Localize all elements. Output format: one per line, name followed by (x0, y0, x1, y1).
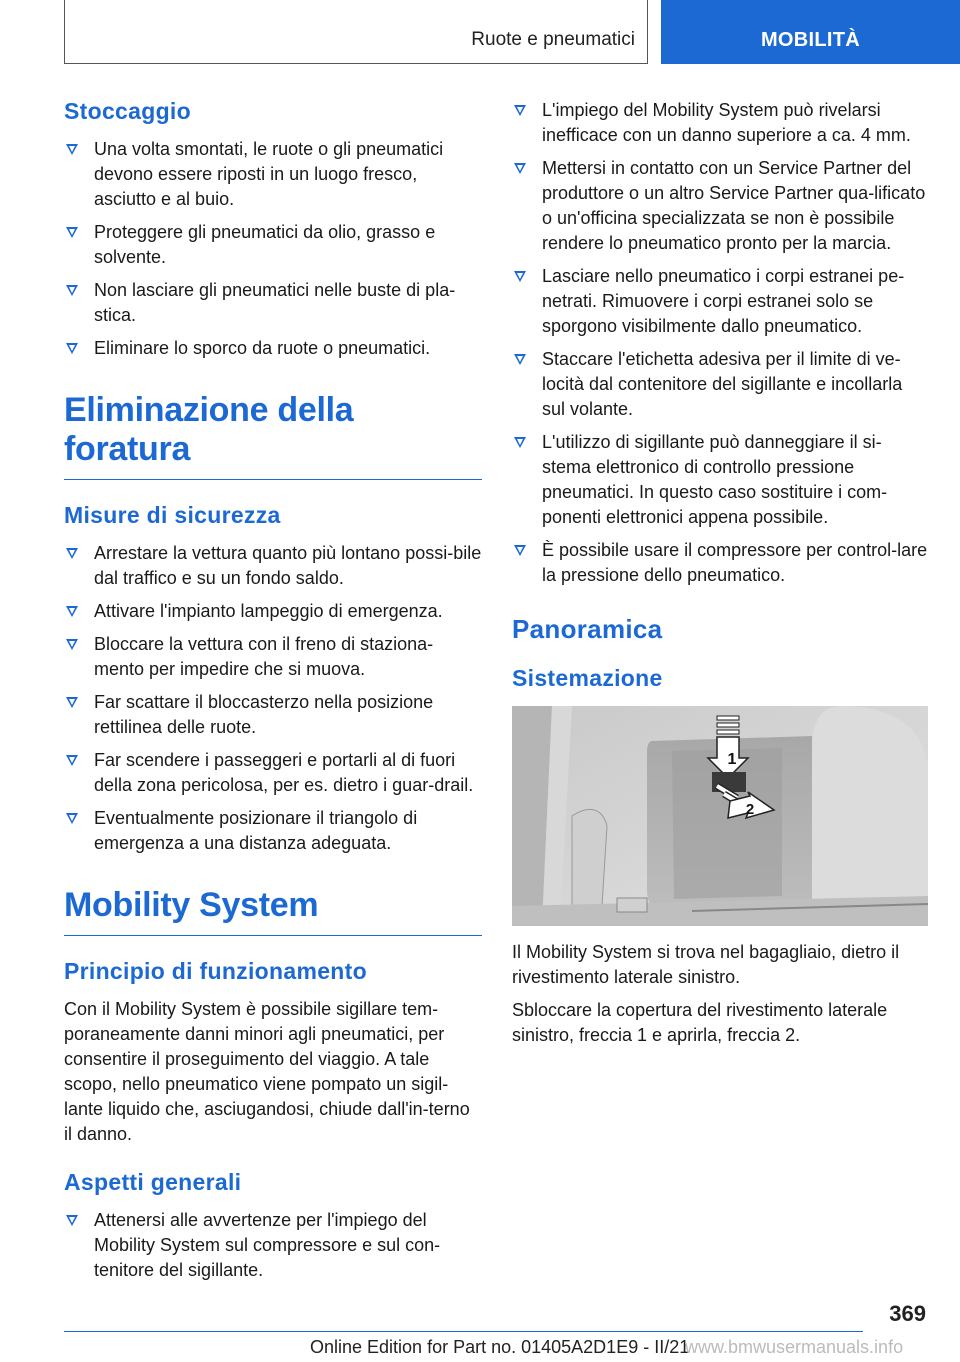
triangle-bullet-icon (66, 285, 78, 296)
svg-text:1: 1 (727, 751, 737, 768)
list-item: Attenersi alle avvertenze per l'impiego del Mobility System sul compressore e sul con-tenitore del sigillante. (64, 1208, 482, 1283)
triangle-bullet-icon (66, 755, 78, 766)
list-item: Proteggere gli pneumatici da olio, grasso e solvente. (64, 220, 482, 270)
running-header-box (64, 0, 648, 64)
list-item: Eliminare lo sporco da ruote o pneumatici. (64, 336, 482, 361)
triangle-bullet-icon (514, 105, 526, 116)
list-stoccaggio (64, 137, 482, 361)
triangle-bullet-icon (66, 813, 78, 824)
list-item: Mettersi in contatto con un Service Partner del produttore o un altro Service Partner qua-lificato o un'officina specializzata se non è possibile rendere lo pneumatico pronto per la marcia. (512, 156, 928, 256)
list-mobility-notes (512, 98, 928, 588)
chapter-title: Ruote e pneumatici (471, 29, 635, 50)
footer-watermark: www.bmwusermanuals.info (685, 1337, 904, 1357)
list-item: L'utilizzo di sigillante può danneggiare il si-stema elettronico di controllo pressione pneumatici. In questo caso sostituire i com-ponenti elettronici appena possibile. (512, 430, 928, 530)
list-item: Far scattare il bloccasterzo nella posizione rettilinea delle ruote. (64, 690, 482, 740)
triangle-bullet-icon (66, 548, 78, 559)
triangle-bullet-icon (514, 545, 526, 556)
heading-eliminazione: Eliminazione della foratura (64, 391, 482, 480)
heading-aspetti: Aspetti generali (64, 1169, 242, 1195)
footer-edition: Online Edition for Part no. 01405A2D1E9 - II/21 (310, 1337, 690, 1357)
list-item: È possibile usare il compressore per control-lare la pressione dello pneumatico. (512, 538, 928, 588)
list-item: Far scendere i passeggeri e portarli al di fuori della zona pericolosa, per es. dietro i guar-drail. (64, 748, 482, 798)
list-item: Arrestare la vettura quanto più lontano possi-bile dal traffico e su un fondo saldo. (64, 541, 482, 591)
triangle-bullet-icon (66, 144, 78, 155)
list-item: Non lasciare gli pneumatici nelle buste di pla-stica. (64, 278, 482, 328)
page-number: 369 (889, 1301, 926, 1326)
list-aspetti (64, 1208, 482, 1283)
list-item: Attivare l'impianto lampeggio di emergenza. (64, 599, 482, 624)
paragraph-principio: Con il Mobility System è possibile sigillare tem-poraneamente danni minori agli pneumatici, per consentire il proseguimento del viaggio. A tale scopo, nello pneumatico viene pompato un sigil-lante liquido che, asciugandosi, chiude dall'in-terno il danno. (64, 999, 470, 1144)
left-column (64, 98, 482, 1291)
triangle-bullet-icon (66, 639, 78, 650)
heading-panoramica: Panoramica (512, 614, 663, 644)
triangle-bullet-icon (66, 606, 78, 617)
triangle-bullet-icon (66, 227, 78, 238)
list-item: Eventualmente posizionare il triangolo di emergenza a una distanza adeguata. (64, 806, 482, 856)
triangle-bullet-icon (66, 1215, 78, 1226)
triangle-bullet-icon (66, 697, 78, 708)
triangle-bullet-icon (514, 354, 526, 365)
list-item: Una volta smontati, le ruote o gli pneumatici devono essere riposti in un luogo fresco, asciutto e al buio. (64, 137, 482, 212)
footer-divider (64, 1331, 863, 1332)
heading-mobility-system: Mobility System (64, 886, 482, 936)
right-column (512, 98, 928, 1056)
heading-stoccaggio: Stoccaggio (64, 98, 191, 124)
heading-misure: Misure di sicurezza (64, 502, 281, 528)
list-item: Bloccare la vettura con il freno di staziona-mento per impedire che si muova. (64, 632, 482, 682)
paragraph-sistemazione-1: Il Mobility System si trova nel bagagliaio, dietro il rivestimento laterale sinistro. (512, 942, 900, 987)
triangle-bullet-icon (514, 437, 526, 448)
triangle-bullet-icon (66, 343, 78, 354)
heading-sistemazione: Sistemazione (512, 665, 663, 691)
triangle-bullet-icon (514, 271, 526, 282)
trunk-side-panel-figure (512, 706, 928, 926)
paragraph-sistemazione-2: Sbloccare la copertura del rivestimento laterale sinistro, freccia 1 e aprirla, freccia 2. (512, 1000, 888, 1045)
list-item: Lasciare nello pneumatico i corpi estranei pe-netrati. Rimuovere i corpi estranei solo se sporgono visibilmente dallo pneumatico. (512, 264, 928, 339)
triangle-bullet-icon (514, 163, 526, 174)
list-misure (64, 541, 482, 856)
section-tab[interactable]: MOBILITÀ (661, 0, 960, 64)
svg-text:2: 2 (745, 801, 755, 818)
list-item: Staccare l'etichetta adesiva per il limite di ve-locità dal contenitore del sigillante e incollarla sul volante. (512, 347, 928, 422)
list-item: L'impiego del Mobility System può rivelarsi inefficace con un danno superiore a ca. 4 mm. (512, 98, 928, 148)
heading-principio: Principio di funzionamento (64, 958, 367, 984)
